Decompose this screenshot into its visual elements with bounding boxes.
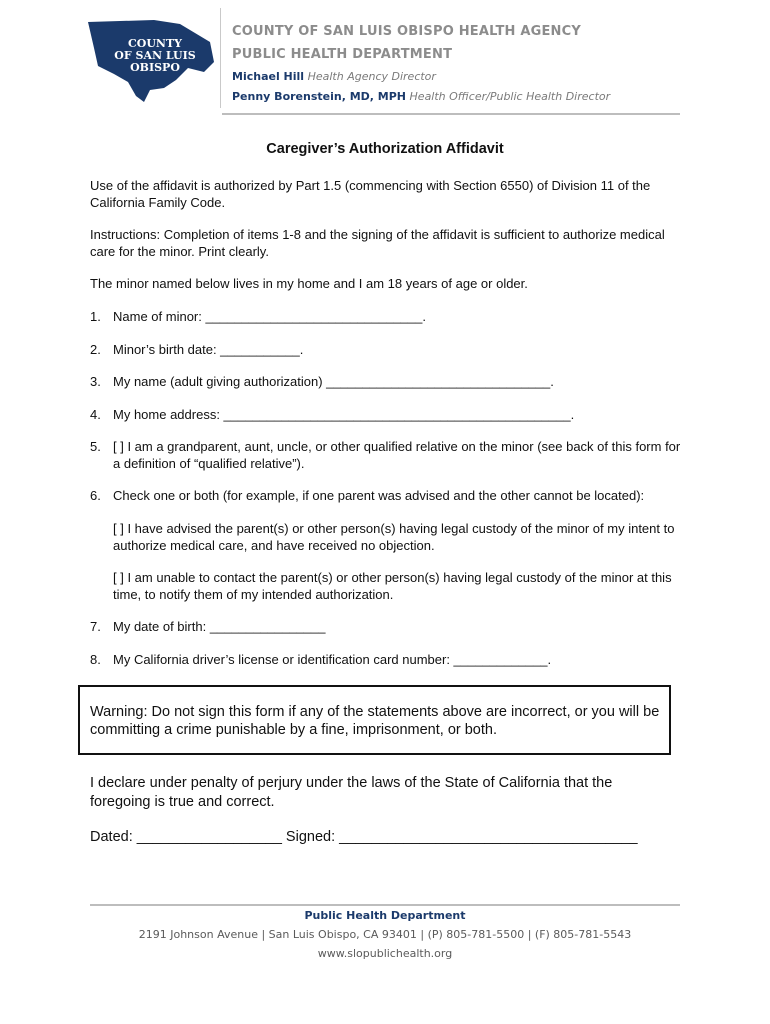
item-text: Check one or both (for example, if one parent was advised and the other cannot be located): xyxy=(113,488,645,503)
header-rule xyxy=(222,113,680,115)
instructions-paragraph: Instructions: Completion of items 1-8 and the signing of the affidavit is sufficient to authorize medical care for the minor. Print clearly. xyxy=(90,227,665,259)
logo-text xyxy=(100,38,210,74)
item-text: My date of birth: ________________ xyxy=(113,619,326,634)
item-text: Minor’s birth date: ___________. xyxy=(113,342,304,357)
item-number: 2. xyxy=(90,342,101,357)
officer-director xyxy=(232,70,436,83)
officer-title: Health Officer/Public Health Director xyxy=(409,90,611,103)
authorization-paragraph: Use of the affidavit is authorized by Part 1.5 (commencing with Section 6550) of Division 11 of the California Family Code. xyxy=(90,178,651,210)
item-number: 8. xyxy=(90,652,101,667)
footer-rule xyxy=(90,904,680,906)
footer-department: Public Health Department xyxy=(304,909,466,922)
officer-name: Penny Borenstein, MD, MPH xyxy=(232,90,407,103)
item-number: 7. xyxy=(90,619,101,634)
item-text: Name of minor: ______________________________. xyxy=(113,309,426,324)
officer-name: Michael Hill xyxy=(232,70,305,83)
option-unable-to-contact-checkbox[interactable]: [ ] I am unable to contact the parent(s) or other person(s) having legal custody of the minor at this time, to notify them of my intended authorization. xyxy=(113,570,672,602)
item-number: 4. xyxy=(90,407,101,422)
footer-address: 2191 Johnson Avenue | San Luis Obispo, CA 93401 | (P) 805-781-5500 | (F) 805-781-5543 xyxy=(138,928,632,941)
form-title: Caregiver’s Authorization Affidavit xyxy=(266,141,504,157)
item-text: My California driver’s license or identification card number: _____________. xyxy=(113,652,552,667)
logo-line-2: OF SAN LUIS xyxy=(114,49,196,62)
item-number: 6. xyxy=(90,488,101,503)
option-advised-parents-checkbox[interactable]: [ ] I have advised the parent(s) or other person(s) having legal custody of the minor of my intent to authorize medical care, and have received no objection. xyxy=(113,521,675,553)
dated-signed-fields[interactable]: Dated: __________________ Signed: _____________________________________ xyxy=(90,829,638,845)
agency-title: COUNTY OF SAN LUIS OBISPO HEALTH AGENCY xyxy=(232,24,581,39)
minor-statement: The minor named below lives in my home and I am 18 years of age or older. xyxy=(90,276,528,291)
item-number: 1. xyxy=(90,309,101,324)
item-text: My name (adult giving authorization) _______________________________. xyxy=(113,374,554,389)
officer-title: Health Agency Director xyxy=(307,70,436,83)
footer-website-link[interactable]: www.slopublichealth.org xyxy=(317,947,453,960)
logo-line-3: OBISPO xyxy=(130,61,180,74)
declaration-text: I declare under penalty of perjury under the laws of the State of California that the foregoing is true and correct. xyxy=(90,775,613,810)
officer-health-officer xyxy=(232,90,610,103)
item-number: 5. xyxy=(90,439,101,454)
item-text: My home address: ________________________________________________. xyxy=(113,407,575,422)
header-divider xyxy=(220,8,221,108)
department-title: PUBLIC HEALTH DEPARTMENT xyxy=(232,47,453,62)
item-text: [ ] I am a grandparent, aunt, uncle, or other qualified relative on the minor (see back of this form for a definition of “qualified relative”). xyxy=(113,439,681,471)
item-number: 3. xyxy=(90,374,101,389)
warning-text: Warning: Do not sign this form if any of the statements above are incorrect, or you will be committing a crime punishable by a fine, imprisonment, or both. xyxy=(90,704,660,738)
logo-line-1: COUNTY xyxy=(127,37,183,50)
